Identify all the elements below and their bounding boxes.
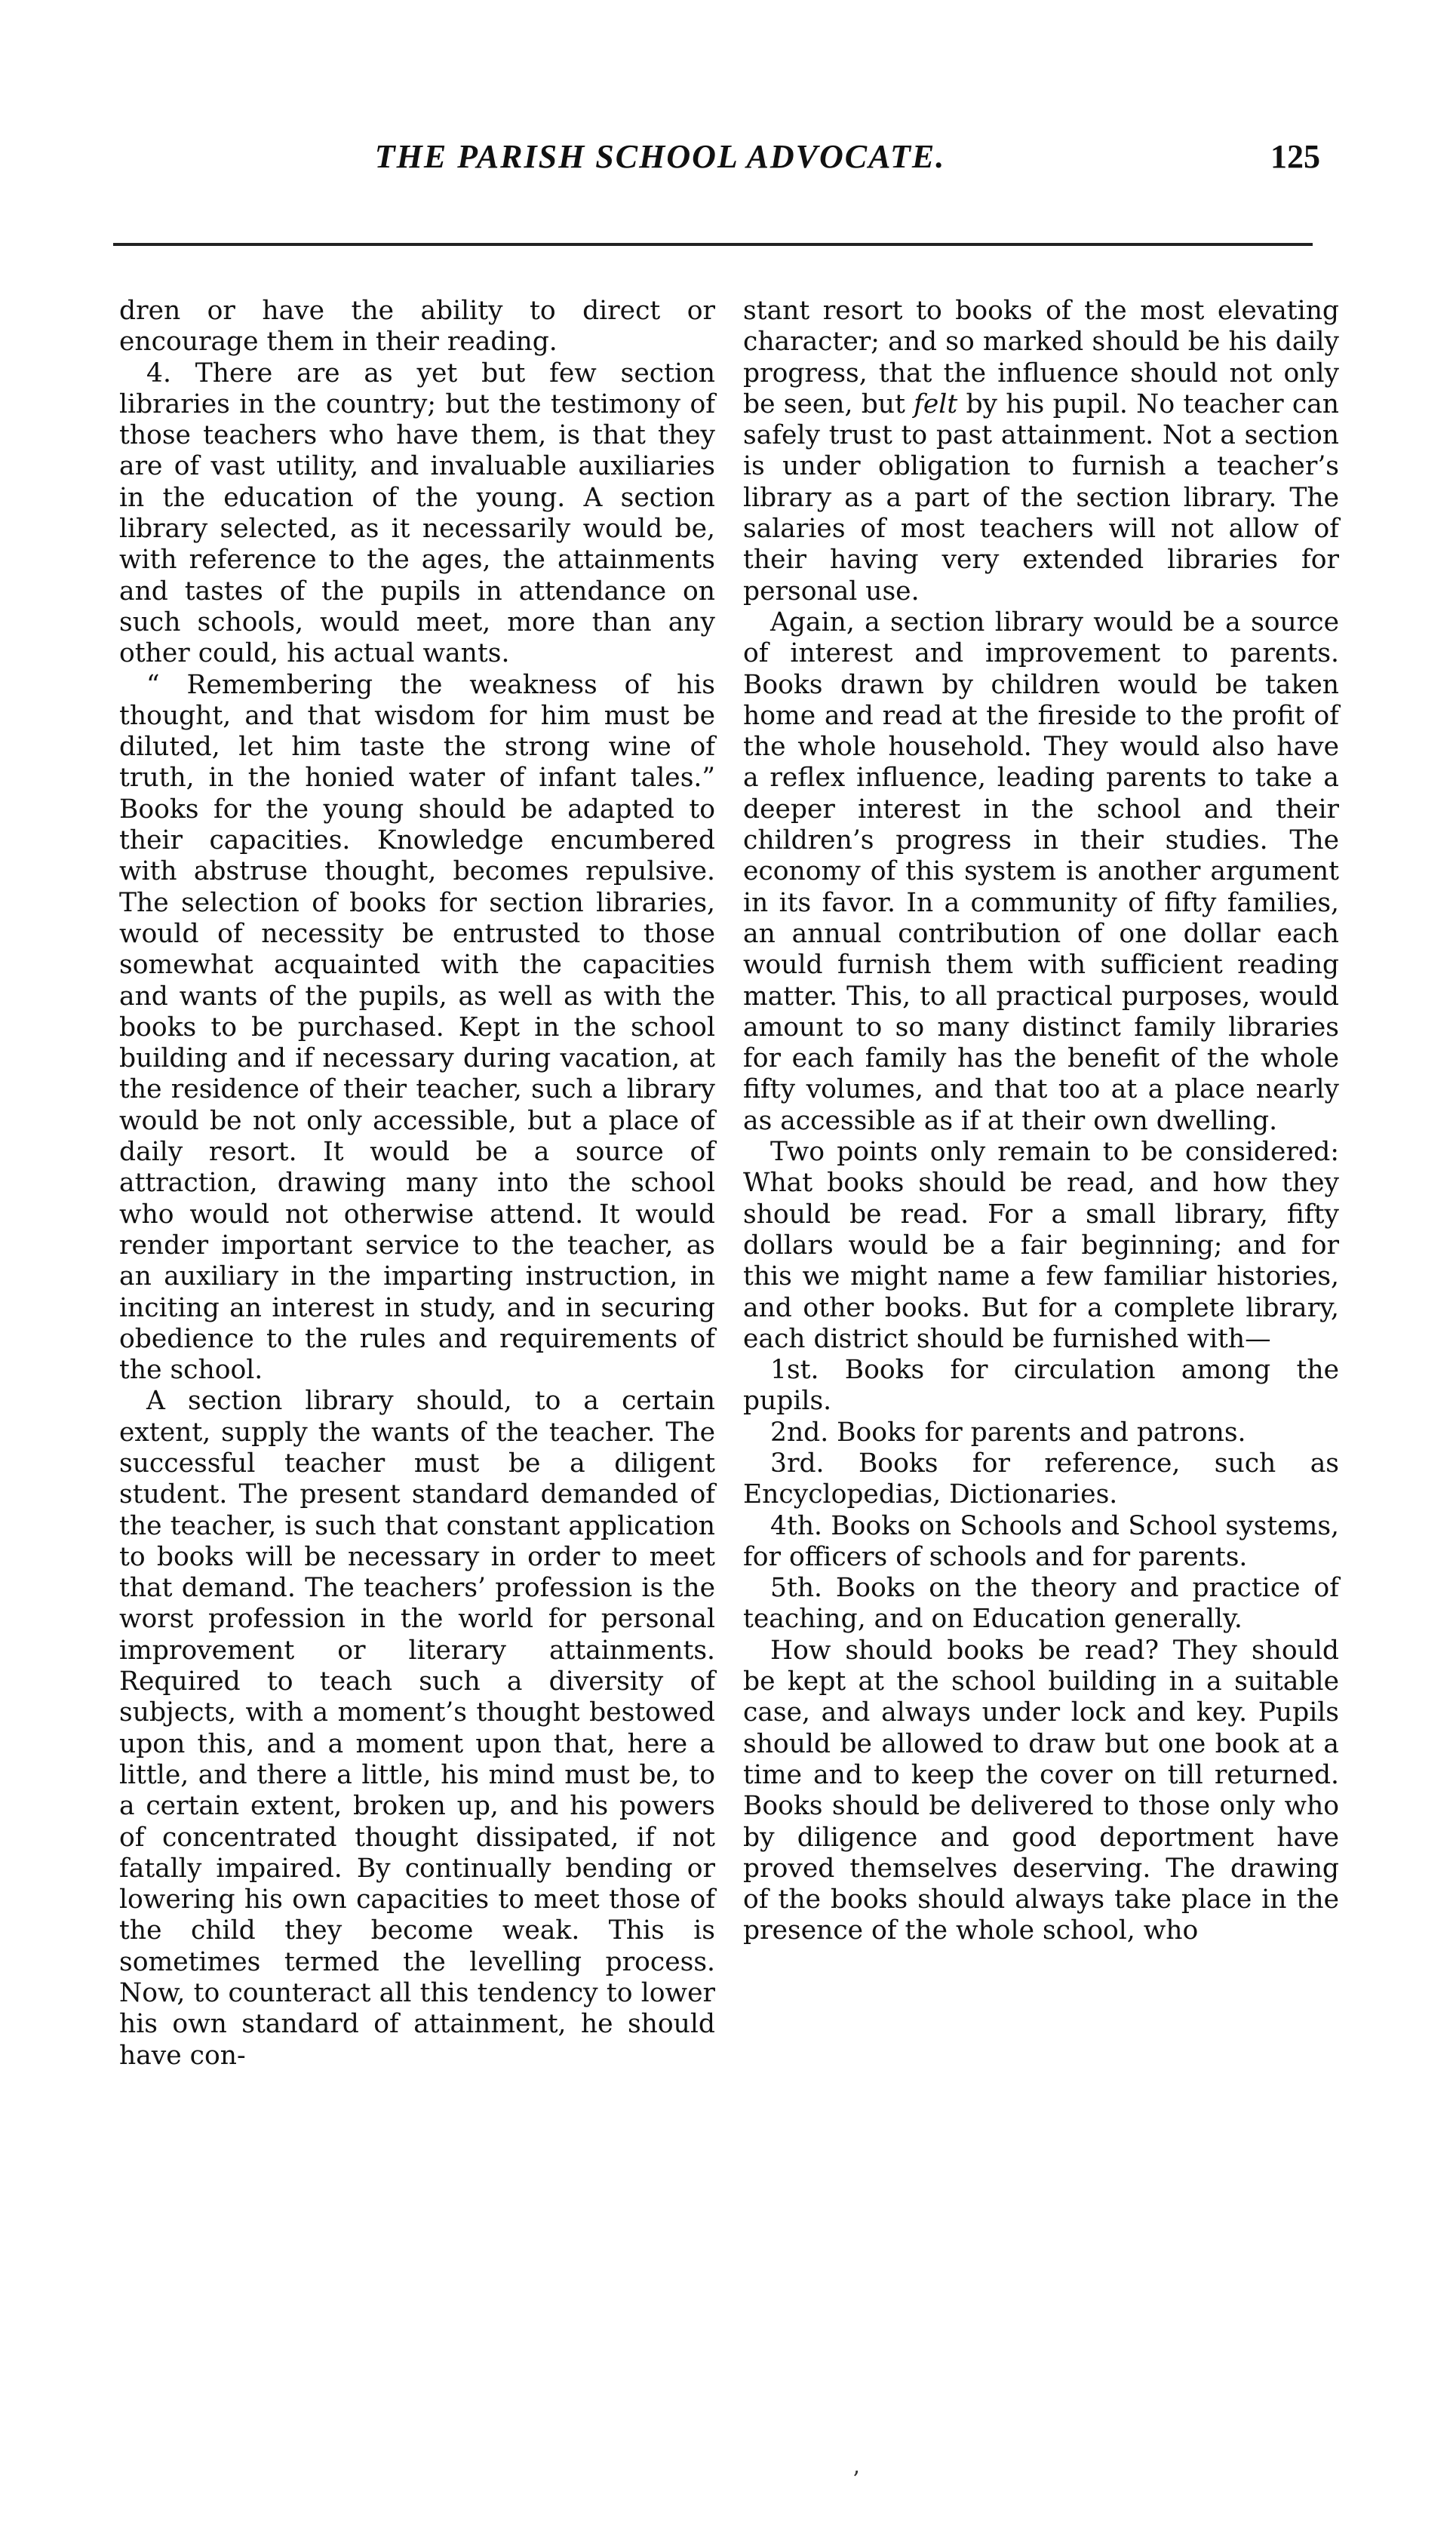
running-title: THE PARISH SCHOOL ADVOCATE. <box>374 138 946 175</box>
footer-mark: ’ <box>852 2467 860 2493</box>
header-rule <box>113 243 1313 246</box>
page-number: 125 <box>1270 138 1320 175</box>
right-paragraph-1-italic: felt <box>914 389 958 419</box>
list-item-2: 2nd. Books for parents and patrons. <box>770 1417 1246 1448</box>
right-column <box>743 296 1339 1947</box>
page-header <box>113 137 1320 190</box>
left-paragraph-4: A section library should, to a certain extent, supply the wants of the teacher. The successful teacher must be a diligent student. The present standard demanded of the teacher, is such that constant application to books will be necessary in order to meet that demand. The teachers’ profession is the worst profession in the world for personal improvement or literary attainments. Required to teach such a diversity of subjects, with a moment’s thought bestowed upon this, and a moment upon that, here a little, and there a little, his mind must be, to a certain extent, broken up, and his powers of concentrated thought dissipated, if not fatally impaired. By continually bending or lowering his own capacities to meet those of the child they become weak. This is sometimes termed the levelling process. Now, to counteract all this tendency to lower his own standard of attainment, he should have con- <box>119 1386 715 2071</box>
left-paragraph-1: dren or have the ability to direct or encourage them in their reading. <box>119 296 715 358</box>
right-paragraph-2: Again, a section library would be a source of interest and improvement to parents. Books drawn by children would be taken home and read at the fireside to the profit of the whole household. They would also have a reflex influence, leading parents to take a deeper interest in the school and their children’s progress in their studies. The economy of this system is another argument in its favor. In a community of fifty families, an annual contribution of one dollar each would furnish them with sufficient reading matter. This, to all practical purposes, would amount to so many distinct family libraries for each family has the benefit of the whole fifty volumes, and that too at a place nearly as accessible as if at their own dwelling. <box>743 607 1339 1136</box>
right-paragraph-1 <box>743 296 1339 607</box>
left-paragraph-2: 4. There are as yet but few section libraries in the country; but the testimony of those teachers who have them, is that they are of vast utility, and invaluable auxiliaries in the education of the young. A section library selected, as it necessarily would be, with reference to the ages, the attainments and tastes of the pupils in attendance on such schools, would meet, more than any other could, his actual wants. <box>119 358 715 669</box>
left-column <box>119 296 715 2072</box>
right-paragraph-3: Two points only remain to be considered: What books should be read, and how they should be read. For a small library, fifty dollars would be a fair beginning; and for this we might name a few familiar histories, and other books. But for a complete library, each district should be furnished with— <box>743 1137 1339 1354</box>
list-item-5: 5th. Books on the theory and practice of teaching, and on Education generally. <box>743 1573 1339 1635</box>
list-item-3: 3rd. Books for reference, such as Encyclopedias, Dictionaries. <box>743 1448 1339 1510</box>
right-paragraph-1-text-b: by his pupil. No teacher can safely trust to past attainment. Not a section is under obligation to furnish a teacher’s library as a part of the section library. The salaries of most teachers will not allow of their having very extended libraries for personal use. <box>743 389 1339 607</box>
left-paragraph-3: “ Remembering the weakness of his thought, and that wisdom for him must be diluted, let him taste the strong wine of truth, in the honied water of infant tales.” Books for the young should be adapted to their capacities. Knowledge encumbered with abstruse thought, becomes repulsive. The selection of books for section libraries, would of necessity be entrusted to those somewhat acquainted with the capacities and wants of the pupils, as well as with the books to be purchased. Kept in the school building and if necessary during vacation, at the residence of their teacher, such a library would be not only accessible, but a place of daily resort. It would be a source of attraction, drawing many into the school who would not otherwise attend. It would render important service to the teacher, as an auxiliary in the imparting instruction, in inciting an interest in study, and in securing obedience to the rules and requirements of the school. <box>119 669 715 1386</box>
right-paragraph-4: How should books be read? They should be kept at the school building in a suitable case, and always under lock and key. Pupils should be allowed to draw but one book at a time and to keep the cover on till returned. Books should be delivered to those only who by diligence and good deportment have proved themselves deserving. The drawing of the books should always take place in the presence of the whole school, who <box>743 1635 1339 1946</box>
list-item-4: 4th. Books on Schools and School systems, for officers of schools and for parents. <box>743 1510 1339 1572</box>
right-paragraph-1-text-a: stant resort to books of the most elevating character; and so marked should be his daily progress, that the influence should not only be seen, but <box>743 296 1339 419</box>
list-item-1: 1st. Books for circulation among the pupils. <box>743 1355 1339 1417</box>
